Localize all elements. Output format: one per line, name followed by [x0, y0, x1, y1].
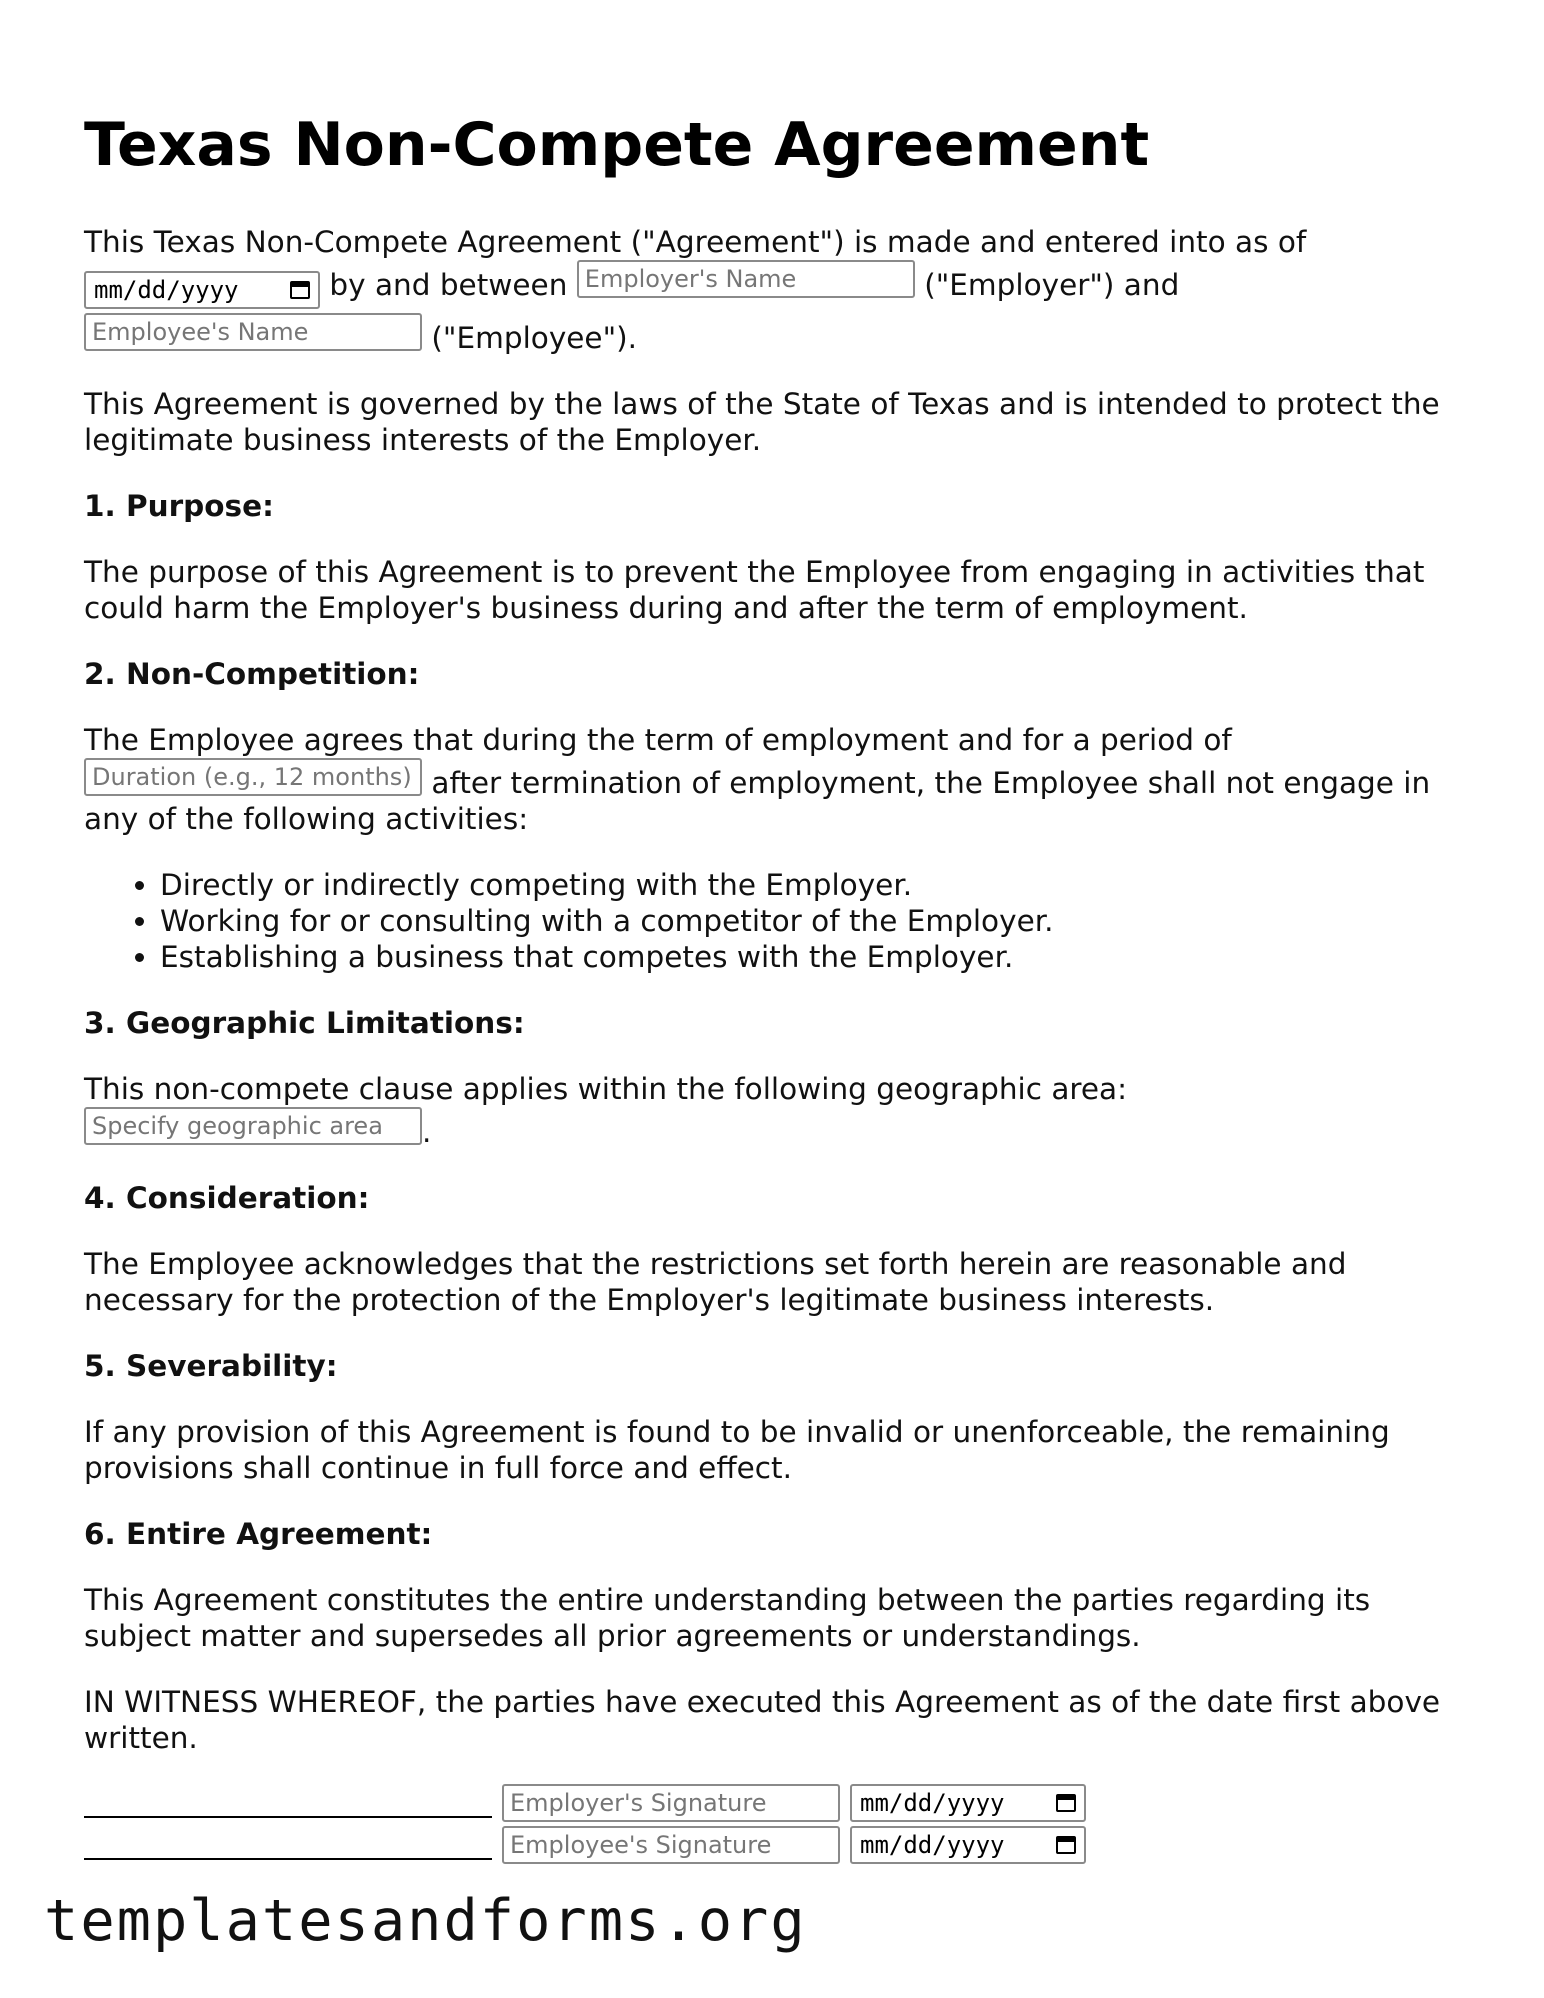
entire-agreement-heading: 6. Entire Agreement:	[84, 1517, 433, 1551]
intro-paragraph	[84, 224, 1464, 356]
geographic-area-input[interactable]: Specify geographic area	[84, 1107, 422, 1145]
employer-signature-row	[84, 1780, 1464, 1822]
purpose-heading: 1. Purpose:	[84, 489, 274, 523]
employer-signature-date-input[interactable]	[850, 1784, 1086, 1822]
severability-paragraph: If any provision of this Agreement is found to be invalid or unenforceable, the remaining provisions shall continue in full force and effect.	[84, 1415, 1390, 1485]
agreement-date-input[interactable]	[84, 271, 320, 309]
purpose-paragraph: The purpose of this Agreement is to prevent the Employee from engaging in activities that could harm the Employer's business during and after the term of employment.	[84, 555, 1425, 625]
document	[84, 100, 1464, 1864]
severability-heading: 5. Severability:	[84, 1349, 338, 1383]
noncompetition-text-2: after termination of employment, the Employee shall not engage in any of the following activities:	[84, 766, 1431, 836]
agreement-date-placeholder: mm/dd/yyyy	[94, 276, 239, 304]
intro-text-4: ("Employee").	[431, 321, 638, 355]
employer-signature-input[interactable]: Employer's Signature	[502, 1784, 840, 1822]
employer-date-placeholder: mm/dd/yyyy	[860, 1789, 1005, 1817]
employee-signature-line	[84, 1830, 492, 1860]
employee-signature-input[interactable]: Employee's Signature	[502, 1826, 840, 1864]
geographic-text: This non-compete clause applies within the following geographic area:	[84, 1072, 1128, 1106]
list-item: • Establishing a business that competes with the Employer.	[160, 939, 1464, 975]
entire-agreement-paragraph: This Agreement constitutes the entire understanding between the parties regarding its subject matter and supersedes all prior agreements or understandings.	[84, 1583, 1371, 1653]
geographic-heading: 3. Geographic Limitations:	[84, 1006, 525, 1040]
intro-text-1: This Texas Non-Compete Agreement ("Agreement") is made and entered into as of	[84, 225, 1307, 259]
employee-name-input[interactable]: Employee's Name	[84, 313, 422, 351]
geographic-paragraph	[84, 1071, 1464, 1150]
employee-signature-date-input[interactable]	[850, 1826, 1086, 1864]
employer-signature-line	[84, 1788, 492, 1818]
restricted-activities-list	[84, 867, 1464, 975]
page-title: Texas Non-Compete Agreement	[84, 110, 1150, 180]
witness-paragraph: IN WITNESS WHEREOF, the parties have executed this Agreement as of the date first above written.	[84, 1685, 1441, 1755]
consideration-paragraph: The Employee acknowledges that the restrictions set forth herein are reasonable and necessary for the protection of the Employer's legitimate business interests.	[84, 1247, 1347, 1317]
consideration-heading: 4. Consideration:	[84, 1181, 370, 1215]
calendar-icon[interactable]	[1056, 1836, 1076, 1854]
noncompetition-paragraph	[84, 722, 1464, 837]
governing-paragraph: This Agreement is governed by the laws of the State of Texas and is intended to protect the legitimate business interests of the Employer.	[84, 387, 1440, 457]
employee-date-placeholder: mm/dd/yyyy	[860, 1831, 1005, 1859]
list-item: • Working for or consulting with a competitor of the Employer.	[160, 903, 1464, 939]
employee-signature-row	[84, 1822, 1464, 1864]
intro-text-2: by and between	[329, 268, 568, 302]
list-item: • Directly or indirectly competing with the Employer.	[160, 867, 1464, 903]
noncompetition-heading: 2. Non-Competition:	[84, 657, 420, 691]
calendar-icon[interactable]	[1056, 1794, 1076, 1812]
geographic-period: .	[422, 1115, 432, 1149]
noncompetition-text-1: The Employee agrees that during the term of employment and for a period of	[84, 723, 1232, 757]
intro-text-3: ("Employer") and	[924, 268, 1180, 302]
employer-name-input[interactable]: Employer's Name	[577, 260, 915, 298]
duration-input[interactable]: Duration (e.g., 12 months)	[84, 758, 422, 796]
calendar-icon[interactable]	[290, 281, 310, 299]
footer-watermark: templatesandforms.org	[44, 1888, 807, 1954]
